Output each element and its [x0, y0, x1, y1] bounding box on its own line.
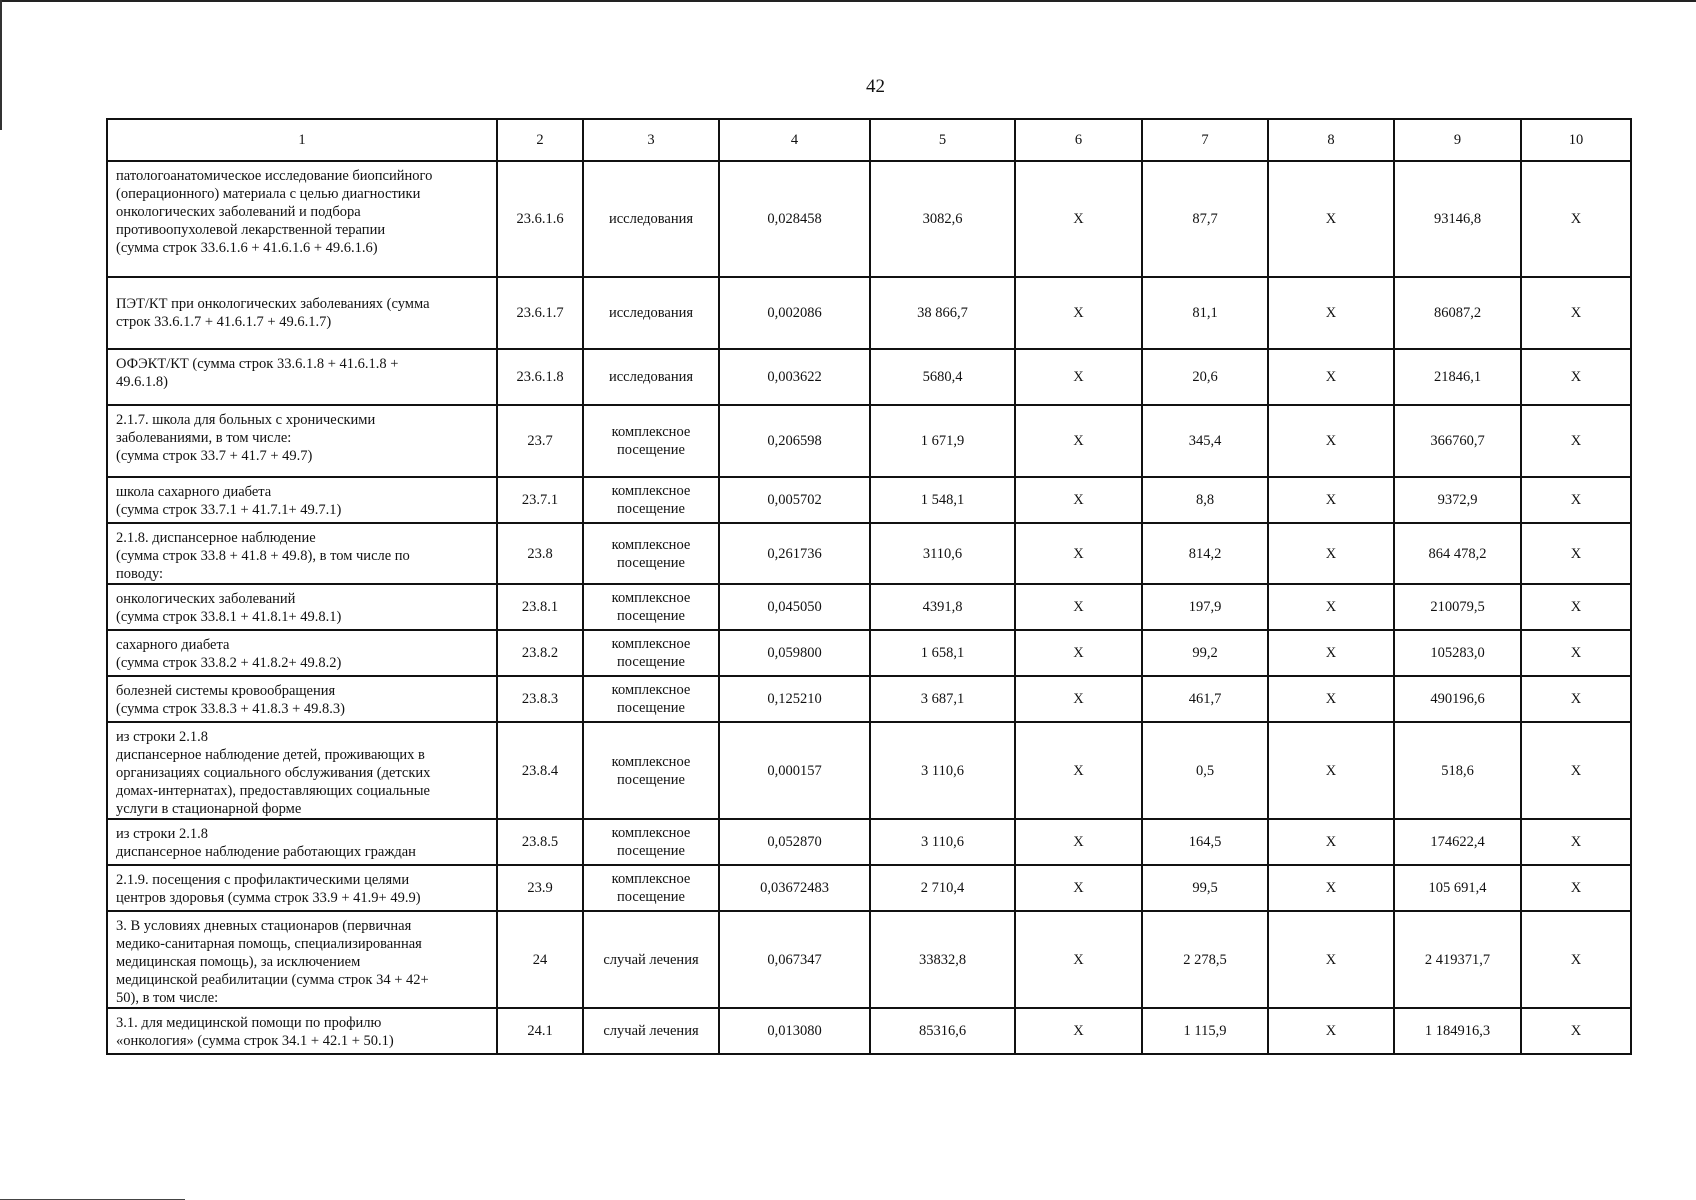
value-col-8: X [1268, 405, 1394, 477]
unit-of-measure: комплексное посещение [583, 523, 719, 584]
unit-of-measure: комплексное посещение [583, 584, 719, 630]
value-col-10: X [1521, 523, 1631, 584]
indicator-name-line: 2.1.8. диспансерное наблюдение [116, 530, 316, 546]
data-table [106, 118, 1632, 1055]
table-row [107, 911, 1631, 1008]
value-col-5: 5680,4 [870, 349, 1015, 405]
value-col-7: 461,7 [1142, 676, 1268, 722]
value-col-7: 1 115,9 [1142, 1008, 1268, 1054]
value-col-6: X [1015, 1008, 1142, 1054]
value-col-9: 93146,8 [1394, 161, 1521, 277]
indicator-name-line: 3. В условиях дневных стационаров (первичная [116, 918, 412, 934]
indicator-name [107, 1008, 497, 1054]
indicator-name-line: (сумма строк 33.8.2 + 41.8.2+ 49.8.2) [116, 655, 342, 671]
indicator-name-line: медицинской реабилитации (сумма строк 34 + 42+ [116, 972, 429, 988]
value-col-8: X [1268, 584, 1394, 630]
value-col-6: X [1015, 477, 1142, 523]
row-code: 23.8.1 [497, 584, 583, 630]
column-header: 2 [497, 119, 583, 161]
value-col-5: 38 866,7 [870, 277, 1015, 349]
indicator-name-line: (сумма строк 33.8.1 + 41.8.1+ 49.8.1) [116, 609, 342, 625]
column-header: 6 [1015, 119, 1142, 161]
column-header: 10 [1521, 119, 1631, 161]
unit-of-measure: исследования [583, 161, 719, 277]
indicator-name-line: 50), в том числе: [116, 990, 219, 1006]
indicator-name-line: (сумма строк 33.7.1 + 41.7.1+ 49.7.1) [116, 502, 342, 518]
page-number: 42 [866, 76, 885, 97]
value-col-10: X [1521, 819, 1631, 865]
value-col-5: 3 687,1 [870, 676, 1015, 722]
indicator-name [107, 405, 497, 477]
value-col-6: X [1015, 523, 1142, 584]
indicator-name-line: домах-интернатах), предоставляющих социальные [116, 783, 430, 799]
indicator-name-line: центров здоровья (сумма строк 33.9 + 41.9+ 49.9) [116, 890, 421, 906]
value-col-9: 105283,0 [1394, 630, 1521, 676]
value-col-9: 9372,9 [1394, 477, 1521, 523]
value-col-10: X [1521, 277, 1631, 349]
row-code: 23.8.3 [497, 676, 583, 722]
indicator-name [107, 676, 497, 722]
value-col-8: X [1268, 161, 1394, 277]
value-col-9: 518,6 [1394, 722, 1521, 819]
value-col-9: 1 184916,3 [1394, 1008, 1521, 1054]
value-col-4: 0,261736 [719, 523, 870, 584]
table-header-row [107, 119, 1631, 161]
column-header: 7 [1142, 119, 1268, 161]
indicator-name-line: противоопухолевой лекарственной терапии [116, 222, 386, 238]
value-col-6: X [1015, 676, 1142, 722]
indicator-name-line: онкологических заболеваний [116, 591, 296, 607]
row-code: 23.6.1.7 [497, 277, 583, 349]
value-col-4: 0,045050 [719, 584, 870, 630]
indicator-name [107, 349, 497, 405]
left-edge-line [0, 0, 2, 130]
value-col-5: 1 671,9 [870, 405, 1015, 477]
value-col-7: 81,1 [1142, 277, 1268, 349]
value-col-4: 0,206598 [719, 405, 870, 477]
value-col-10: X [1521, 161, 1631, 277]
indicator-name-line: заболеваниями, в том числе: [116, 430, 292, 446]
indicator-name-line: (сумма строк 33.8 + 41.8 + 49.8), в том числе по [116, 548, 410, 564]
value-col-6: X [1015, 405, 1142, 477]
value-col-9: 490196,6 [1394, 676, 1521, 722]
value-col-7: 164,5 [1142, 819, 1268, 865]
row-code: 24.1 [497, 1008, 583, 1054]
value-col-5: 1 548,1 [870, 477, 1015, 523]
indicator-name [107, 911, 497, 1008]
row-code: 23.7 [497, 405, 583, 477]
value-col-5: 85316,6 [870, 1008, 1015, 1054]
indicator-name-line: строк 33.6.1.7 + 41.6.1.7 + 49.6.1.7) [116, 314, 332, 330]
value-col-8: X [1268, 1008, 1394, 1054]
unit-of-measure: комплексное посещение [583, 722, 719, 819]
value-col-4: 0,002086 [719, 277, 870, 349]
value-col-5: 33832,8 [870, 911, 1015, 1008]
value-col-4: 0,005702 [719, 477, 870, 523]
row-code: 23.7.1 [497, 477, 583, 523]
value-col-4: 0,067347 [719, 911, 870, 1008]
column-header: 9 [1394, 119, 1521, 161]
value-col-8: X [1268, 523, 1394, 584]
indicator-name-line: (операционного) материала с целью диагностики [116, 186, 421, 202]
unit-of-measure: комплексное посещение [583, 819, 719, 865]
row-code: 23.6.1.6 [497, 161, 583, 277]
column-header: 4 [719, 119, 870, 161]
indicator-name-line: (сумма строк 33.8.3 + 41.8.3 + 49.8.3) [116, 701, 345, 717]
value-col-9: 86087,2 [1394, 277, 1521, 349]
unit-of-measure: комплексное посещение [583, 676, 719, 722]
indicator-name-line: (сумма строк 33.6.1.6 + 41.6.1.6 + 49.6.1.6) [116, 240, 378, 256]
value-col-9: 2 419371,7 [1394, 911, 1521, 1008]
indicator-name [107, 277, 497, 349]
table-row [107, 161, 1631, 277]
indicator-name-line: 2.1.7. школа для больных с хроническими [116, 412, 376, 428]
table-row [107, 584, 1631, 630]
value-col-5: 3 110,6 [870, 722, 1015, 819]
value-col-10: X [1521, 349, 1631, 405]
indicator-name-line: услуги в стационарной форме [116, 801, 302, 817]
unit-of-measure: комплексное посещение [583, 477, 719, 523]
value-col-10: X [1521, 630, 1631, 676]
value-col-4: 0,028458 [719, 161, 870, 277]
column-header: 1 [107, 119, 497, 161]
indicator-name [107, 161, 497, 277]
indicator-name-line: сахарного диабета [116, 637, 230, 653]
value-col-4: 0,03672483 [719, 865, 870, 911]
indicator-name-line: организациях социального обслуживания (детских [116, 765, 431, 781]
value-col-6: X [1015, 277, 1142, 349]
value-col-7: 814,2 [1142, 523, 1268, 584]
unit-of-measure: комплексное посещение [583, 630, 719, 676]
value-col-4: 0,059800 [719, 630, 870, 676]
indicator-name [107, 722, 497, 819]
value-col-10: X [1521, 1008, 1631, 1054]
value-col-5: 2 710,4 [870, 865, 1015, 911]
table-row [107, 865, 1631, 911]
unit-of-measure: случай лечения [583, 1008, 719, 1054]
unit-of-measure: исследования [583, 349, 719, 405]
table-row [107, 722, 1631, 819]
top-edge-line [0, 0, 1696, 2]
row-code: 23.9 [497, 865, 583, 911]
value-col-6: X [1015, 865, 1142, 911]
row-code: 23.6.1.8 [497, 349, 583, 405]
indicator-name [107, 630, 497, 676]
value-col-4: 0,125210 [719, 676, 870, 722]
row-code: 23.8.4 [497, 722, 583, 819]
value-col-8: X [1268, 349, 1394, 405]
table-row [107, 523, 1631, 584]
value-col-7: 20,6 [1142, 349, 1268, 405]
value-col-9: 366760,7 [1394, 405, 1521, 477]
indicator-name-line: онкологических заболеваний и подбора [116, 204, 361, 220]
row-code: 23.8.2 [497, 630, 583, 676]
table-row [107, 819, 1631, 865]
indicator-name-line: из строки 2.1.8 [116, 826, 208, 842]
value-col-6: X [1015, 349, 1142, 405]
value-col-5: 3 110,6 [870, 819, 1015, 865]
table-row [107, 1008, 1631, 1054]
column-header: 5 [870, 119, 1015, 161]
unit-of-measure: комплексное посещение [583, 405, 719, 477]
indicator-name-line: 3.1. для медицинской помощи по профилю [116, 1015, 382, 1031]
indicator-name-line: медицинская помощь), за исключением [116, 954, 361, 970]
indicator-name-line: «онкология» (сумма строк 34.1 + 42.1 + 50.1) [116, 1033, 394, 1049]
table-row [107, 277, 1631, 349]
indicator-name-line: поводу: [116, 566, 164, 582]
value-col-4: 0,000157 [719, 722, 870, 819]
table-row [107, 349, 1631, 405]
value-col-6: X [1015, 911, 1142, 1008]
indicator-name [107, 477, 497, 523]
value-col-4: 0,052870 [719, 819, 870, 865]
column-header: 8 [1268, 119, 1394, 161]
value-col-5: 3110,6 [870, 523, 1015, 584]
value-col-7: 0,5 [1142, 722, 1268, 819]
unit-of-measure: исследования [583, 277, 719, 349]
value-col-10: X [1521, 676, 1631, 722]
unit-of-measure: случай лечения [583, 911, 719, 1008]
value-col-8: X [1268, 676, 1394, 722]
indicator-name-line: патологоанатомическое исследование биопсийного [116, 168, 433, 184]
indicator-name-line: диспансерное наблюдение работающих граждан [116, 844, 416, 860]
value-col-8: X [1268, 911, 1394, 1008]
value-col-10: X [1521, 584, 1631, 630]
value-col-6: X [1015, 819, 1142, 865]
value-col-8: X [1268, 865, 1394, 911]
indicator-name-line: ПЭТ/КТ при онкологических заболеваниях (сумма [116, 296, 430, 312]
table-row [107, 676, 1631, 722]
indicator-name-line: из строки 2.1.8 [116, 729, 208, 745]
indicator-name-line: медико-санитарная помощь, специализированная [116, 936, 422, 952]
value-col-6: X [1015, 630, 1142, 676]
value-col-10: X [1521, 911, 1631, 1008]
value-col-6: X [1015, 722, 1142, 819]
value-col-4: 0,013080 [719, 1008, 870, 1054]
indicator-name-line: 49.6.1.8) [116, 374, 168, 390]
table-body [107, 161, 1631, 1054]
value-col-7: 8,8 [1142, 477, 1268, 523]
unit-of-measure: комплексное посещение [583, 865, 719, 911]
value-col-4: 0,003622 [719, 349, 870, 405]
value-col-7: 99,5 [1142, 865, 1268, 911]
value-col-5: 3082,6 [870, 161, 1015, 277]
value-col-7: 345,4 [1142, 405, 1268, 477]
row-code: 23.8 [497, 523, 583, 584]
table-row [107, 477, 1631, 523]
value-col-8: X [1268, 819, 1394, 865]
value-col-7: 2 278,5 [1142, 911, 1268, 1008]
value-col-9: 21846,1 [1394, 349, 1521, 405]
indicator-name-line: 2.1.9. посещения с профилактическими целями [116, 872, 410, 888]
value-col-6: X [1015, 161, 1142, 277]
indicator-name [107, 523, 497, 584]
value-col-10: X [1521, 477, 1631, 523]
value-col-8: X [1268, 277, 1394, 349]
row-code: 24 [497, 911, 583, 1008]
row-code: 23.8.5 [497, 819, 583, 865]
value-col-10: X [1521, 722, 1631, 819]
indicator-name [107, 584, 497, 630]
value-col-9: 210079,5 [1394, 584, 1521, 630]
indicator-name-line: диспансерное наблюдение детей, проживающих в [116, 747, 425, 763]
table-row [107, 405, 1631, 477]
value-col-10: X [1521, 405, 1631, 477]
value-col-8: X [1268, 722, 1394, 819]
column-header: 3 [583, 119, 719, 161]
indicator-name-line: ОФЭКТ/КТ (сумма строк 33.6.1.8 + 41.6.1.8 + [116, 356, 399, 372]
value-col-5: 1 658,1 [870, 630, 1015, 676]
value-col-5: 4391,8 [870, 584, 1015, 630]
value-col-9: 864 478,2 [1394, 523, 1521, 584]
value-col-9: 105 691,4 [1394, 865, 1521, 911]
table-row [107, 630, 1631, 676]
indicator-name-line: болезней системы кровообращения [116, 683, 336, 699]
value-col-7: 87,7 [1142, 161, 1268, 277]
value-col-8: X [1268, 477, 1394, 523]
indicator-name-line: (сумма строк 33.7 + 41.7 + 49.7) [116, 448, 313, 464]
indicator-name-line: школа сахарного диабета [116, 484, 272, 500]
value-col-6: X [1015, 584, 1142, 630]
value-col-9: 174622,4 [1394, 819, 1521, 865]
indicator-name [107, 819, 497, 865]
value-col-8: X [1268, 630, 1394, 676]
value-col-10: X [1521, 865, 1631, 911]
value-col-7: 197,9 [1142, 584, 1268, 630]
value-col-7: 99,2 [1142, 630, 1268, 676]
indicator-name [107, 865, 497, 911]
